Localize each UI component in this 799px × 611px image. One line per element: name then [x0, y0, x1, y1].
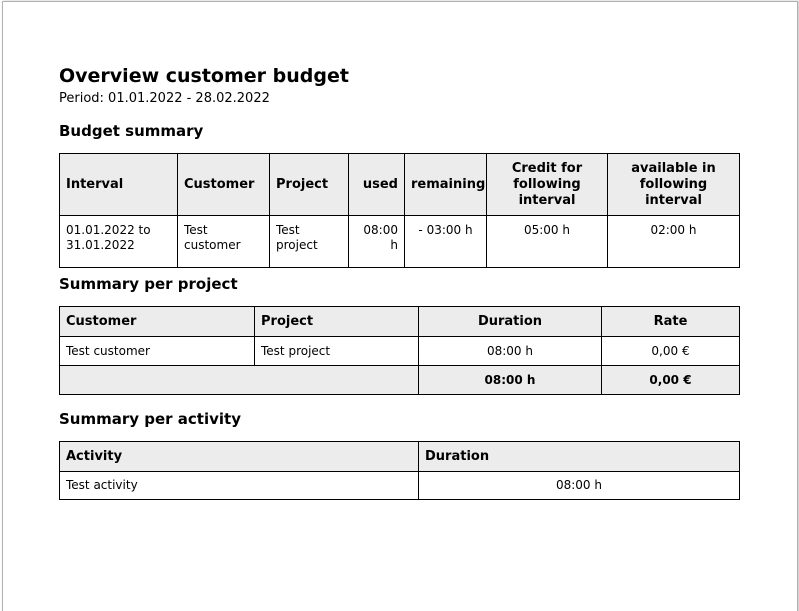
table-row [60, 472, 740, 500]
cell-activity: Test activity [60, 472, 419, 500]
col-header-duration: Duration [419, 307, 602, 337]
col-header-customer: Customer [60, 307, 255, 337]
report-page [2, 1, 798, 611]
cell-project: Test project [270, 216, 349, 268]
budget-summary-heading: Budget summary [59, 122, 204, 140]
activity-summary-heading: Summary per activity [59, 410, 241, 428]
totals-row [60, 366, 740, 395]
col-header-available: available in following interval [608, 154, 740, 216]
table-header-row [60, 154, 740, 216]
col-header-rate: Rate [602, 307, 740, 337]
cell-remaining: - 03:00 h [405, 216, 487, 268]
cell-customer: Test customer [60, 337, 255, 366]
project-summary-heading: Summary per project [59, 275, 238, 293]
col-header-duration: Duration [419, 442, 740, 472]
cell-used: 08:00 h [349, 216, 405, 268]
col-header-remaining: remaining [405, 154, 487, 216]
cell-rate: 0,00 € [602, 337, 740, 366]
activity-summary-table [59, 441, 740, 500]
col-header-project: Project [270, 154, 349, 216]
col-header-activity: Activity [60, 442, 419, 472]
budget-summary-table [59, 153, 740, 268]
report-period: Period: 01.01.2022 - 28.02.2022 [59, 91, 270, 106]
table-row [60, 216, 740, 268]
total-duration: 08:00 h [419, 366, 602, 395]
cell-duration: 08:00 h [419, 337, 602, 366]
cell-customer: Test customer [178, 216, 270, 268]
total-rate: 0,00 € [602, 366, 740, 395]
table-row [60, 337, 740, 366]
col-header-customer: Customer [178, 154, 270, 216]
col-header-project: Project [255, 307, 419, 337]
col-header-credit: Credit for following interval [487, 154, 608, 216]
cell-credit: 05:00 h [487, 216, 608, 268]
report-title: Overview customer budget [59, 65, 349, 87]
cell-interval: 01.01.2022 to 31.01.2022 [60, 216, 178, 268]
table-header-row [60, 442, 740, 472]
cell-available: 02:00 h [608, 216, 740, 268]
cell-project: Test project [255, 337, 419, 366]
project-summary-table [59, 306, 740, 395]
totals-label-cell [60, 366, 419, 395]
cell-duration: 08:00 h [419, 472, 740, 500]
table-header-row [60, 307, 740, 337]
col-header-used: used [349, 154, 405, 216]
col-header-interval: Interval [60, 154, 178, 216]
